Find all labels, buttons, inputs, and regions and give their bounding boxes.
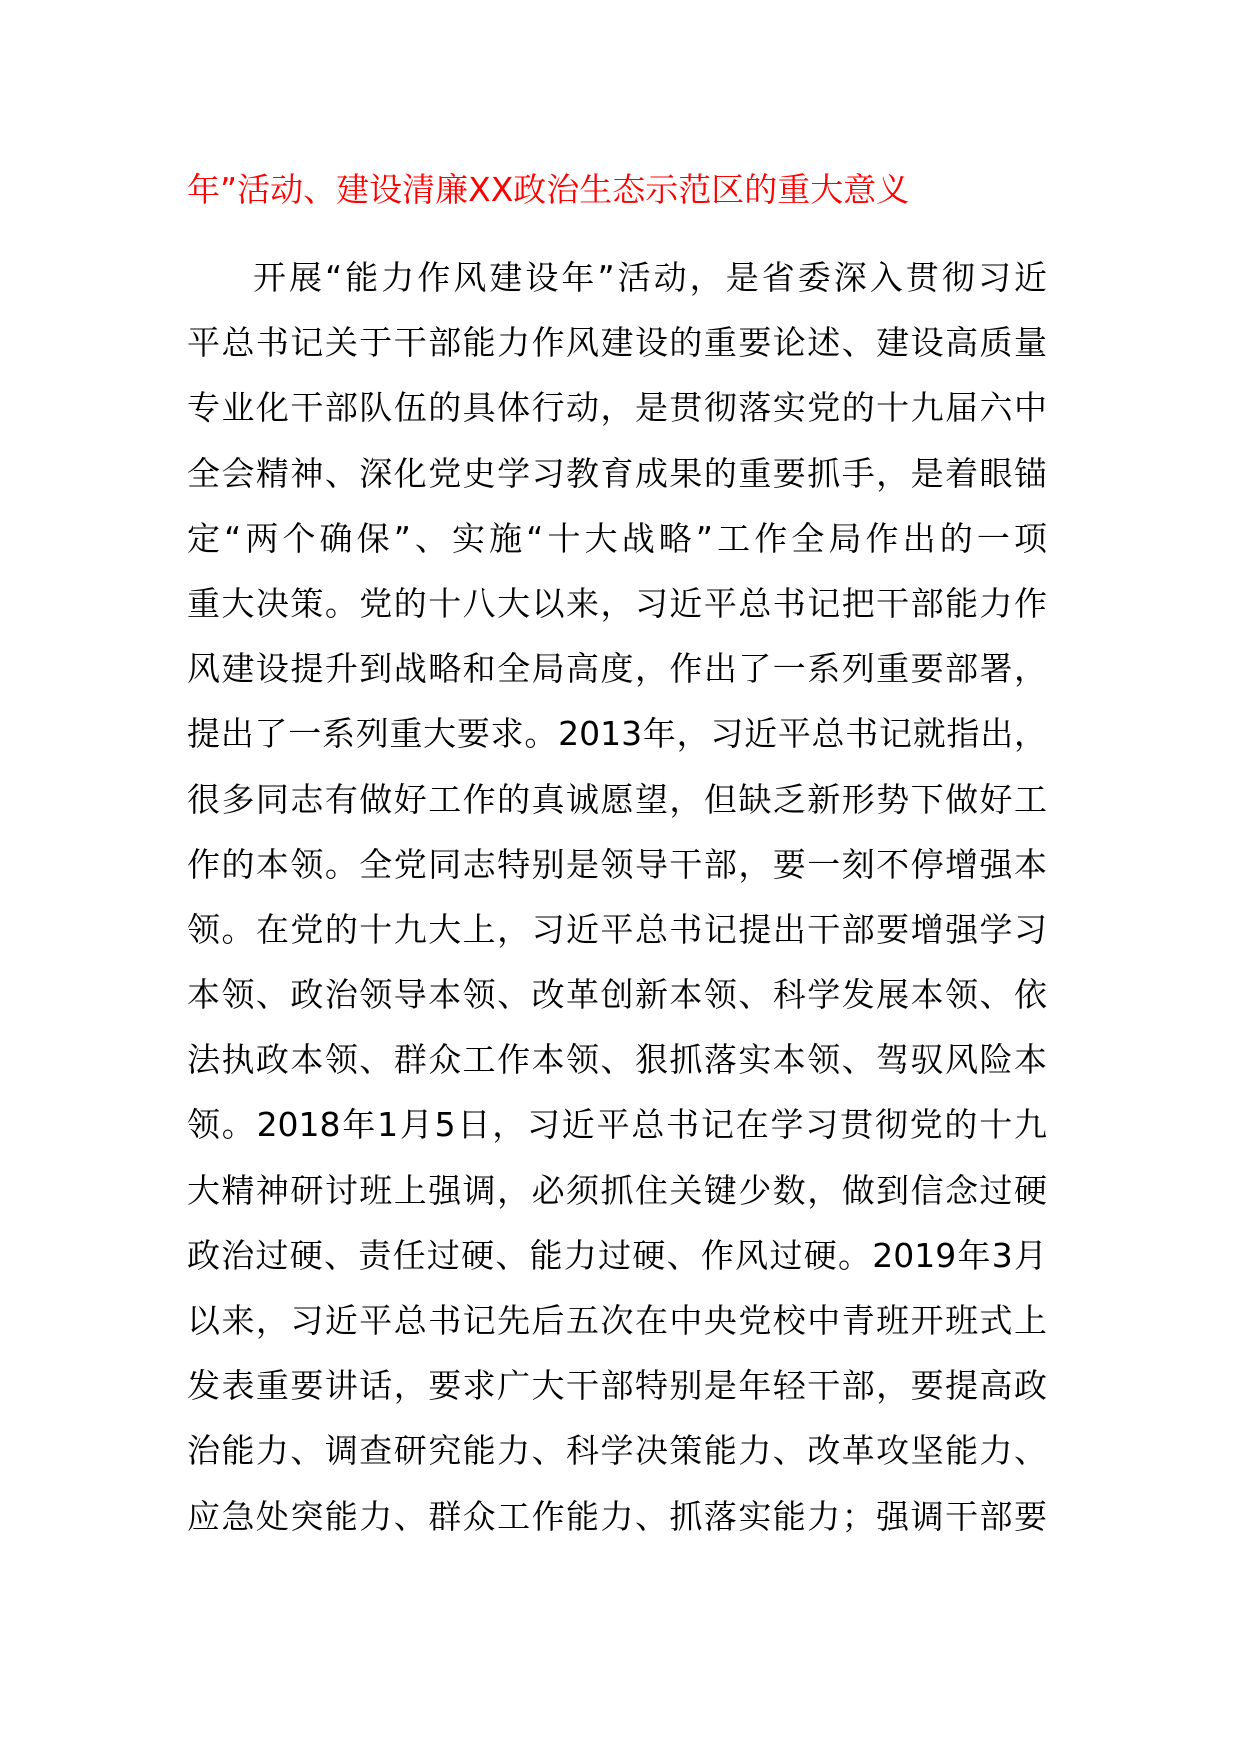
paragraph-line: 法执政本领、群众工作本领、狠抓落实本领、驾驭风险本: [187, 1040, 1047, 1080]
paragraph-line: 开展“能力作风建设年”活动，是省委深入贯彻习近: [253, 258, 1047, 297]
paragraph-line: 提出了一系列重大要求。2013年，习近平总书记就指出，: [187, 714, 1047, 754]
paragraph-line: 大精神研讨班上强调，必须抓住关键少数，做到信念过硬: [187, 1170, 1047, 1210]
paragraph-line: 很多同志有做好工作的真诚愿望，但缺乏新形势下做好工: [187, 779, 1047, 819]
paragraph-line: 应急处突能力、群众工作能力、抓落实能力；强调干部要: [187, 1496, 1047, 1536]
paragraph-line: 领。2018年1月5日，习近平总书记在学习贯彻党的十九: [187, 1105, 1047, 1145]
section-heading: 年”活动、建设清廉XX政治生态示范区的重大意义: [187, 170, 910, 209]
paragraph-line: 全会精神、深化党史学习教育成果的重要抓手，是着眼锚: [187, 453, 1047, 493]
paragraph-line: 治能力、调查研究能力、科学决策能力、改革攻坚能力、: [187, 1431, 1047, 1471]
paragraph-line: 领。在党的十九大上，习近平总书记提出干部要增强学习: [187, 909, 1047, 949]
paragraph-line: 专业化干部队伍的具体行动，是贯彻落实党的十九届六中: [187, 388, 1047, 428]
body-paragraph: [187, 256, 1047, 1560]
paragraph-line: 本领、政治领导本领、改革创新本领、科学发展本领、依: [187, 975, 1047, 1015]
paragraph-line: 平总书记关于干部能力作风建设的重要论述、建设高质量: [187, 323, 1047, 363]
paragraph-line: 重大决策。党的十八大以来，习近平总书记把干部能力作: [187, 583, 1047, 623]
paragraph-line: 政治过硬、责任过硬、能力过硬、作风过硬。2019年3月: [187, 1235, 1047, 1275]
paragraph-line: 以来，习近平总书记先后五次在中央党校中青班开班式上: [187, 1301, 1047, 1340]
paragraph-line: 定“两个确保”、实施“十大战略”工作全局作出的一项: [187, 518, 1047, 558]
paragraph-line: 风建设提升到战略和全局高度，作出了一系列重要部署，: [187, 649, 1047, 689]
paragraph-line: 发表重要讲话，要求广大干部特别是年轻干部，要提高政: [187, 1366, 1047, 1406]
paragraph-line: 作的本领。全党同志特别是领导干部，要一刻不停增强本: [187, 844, 1047, 884]
